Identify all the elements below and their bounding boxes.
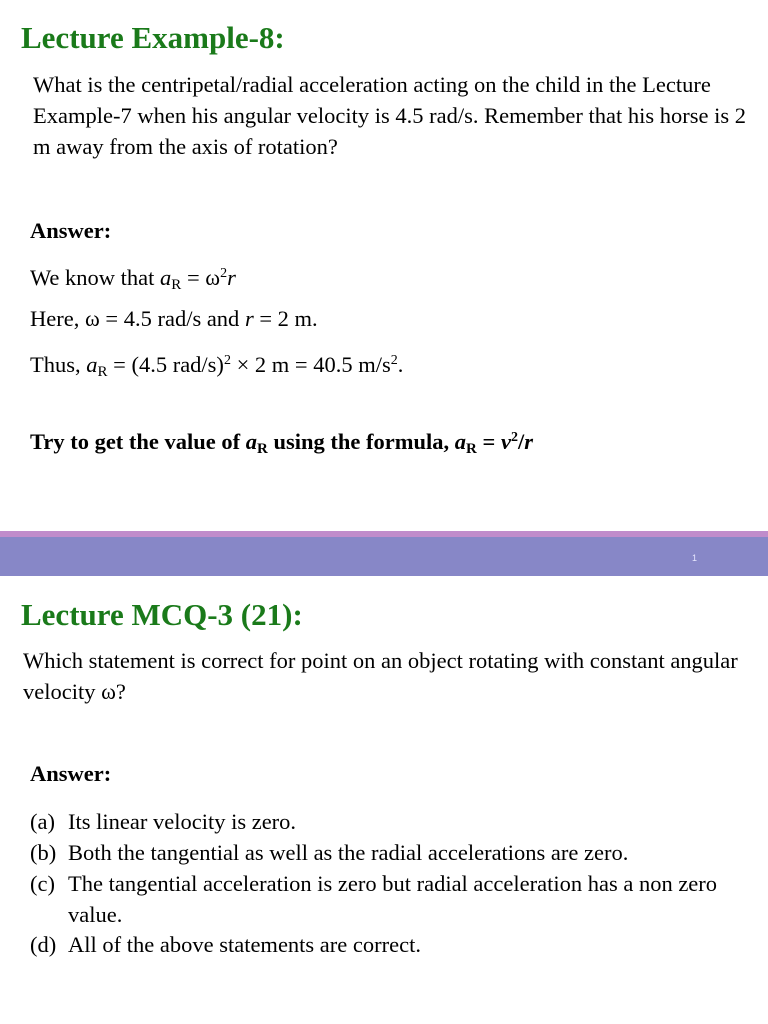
- try-prefix: Try to get the value of: [30, 429, 246, 454]
- slide-title: Lecture Example-8:: [21, 20, 285, 55]
- formula-line-2: Here, ω = 4.5 rad/s and r = 2 m.: [30, 306, 318, 331]
- answer-label: Answer:: [30, 218, 112, 243]
- option-c-label: (c): [30, 871, 55, 896]
- formula-line-2-a: Here, ω = 4.5 rad/s and: [30, 306, 245, 331]
- option-b-text: Both the tangential as well as the radial accelerations are zero.: [68, 840, 629, 865]
- formula-line-3: Thus, $a_R = (4.5$ rad/s)$^2$ × 2 m = 40.5 $m/s^2$.: [30, 352, 404, 380]
- divider-band: [0, 537, 768, 576]
- formula-line-1-prefix: We know that: [30, 265, 161, 290]
- slide-lecture-mcq-3: [0, 576, 768, 1024]
- formula-line-3-prefix: Thus,: [30, 352, 87, 377]
- option-a-text: Its linear velocity is zero.: [68, 809, 297, 834]
- try-mid: using the formula,: [267, 429, 455, 454]
- answer-label: Answer:: [30, 761, 112, 786]
- formula-line-3-end: .: [397, 352, 404, 377]
- formula-line-3-mid: = (4.5 rad/s): [107, 352, 224, 377]
- formula-line-3-tail: × 2 m = 40.5 m/s: [230, 352, 391, 377]
- formula-line-2-b: = 2 m.: [253, 306, 318, 331]
- option-a-label: (a): [30, 809, 55, 834]
- option-b-label: (b): [30, 840, 57, 865]
- formula-line-1: We know that $a_R = \omega^2r$: [30, 265, 236, 293]
- question-text: What is the centripetal/radial acceleration acting on the child in the Lecture Example-7 when his angular velocity is 4.5 rad/s. Remember that his horse is 2 m away from the axis of rotation?: [33, 72, 746, 159]
- option-d-text: All of the above statements are correct.: [68, 932, 421, 957]
- option-c-text: The tangential acceleration is zero but radial acceleration has a non zero value.: [68, 871, 718, 927]
- question-text: Which statement is correct for point on an object rotating with constant angular velocity ω?: [23, 648, 738, 704]
- page-number: 1: [691, 553, 697, 563]
- option-d-label: (d): [30, 932, 57, 957]
- page-divider: [0, 531, 768, 576]
- try-instruction: Try to get the value of $a_R$ using the formula, $a_R = v^2/r$: [30, 429, 533, 457]
- slide-title: Lecture MCQ-3 (21):: [21, 597, 303, 632]
